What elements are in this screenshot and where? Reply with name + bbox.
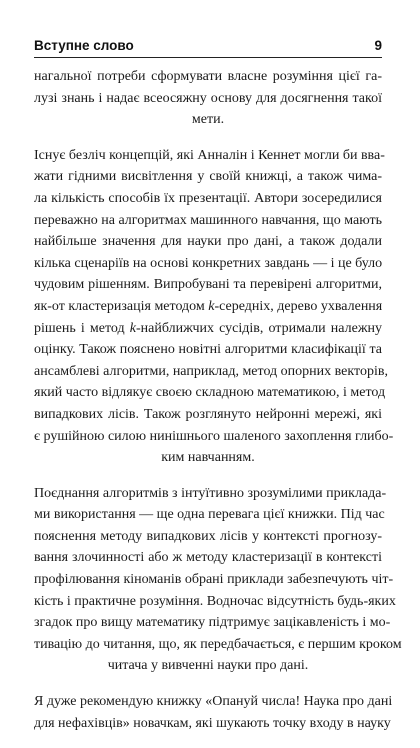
running-header — [34, 38, 382, 53]
text-line: тивацію до читання, що, як передбачається, є першим кроком — [34, 636, 402, 652]
paragraph-2 — [34, 145, 394, 469]
text-line: лузі знань і надає всеосяжну основу для досягнення такої — [34, 90, 382, 106]
paragraph-4 — [34, 691, 393, 734]
text-line: рішень і метод k-найближчих сусідів, отримали належну — [34, 320, 382, 336]
text-line: як-от кластеризація методом k-середніх, дерево ухвалення — [34, 298, 383, 314]
text-line: нагальної потреби сформувати власне розуміння цієї га- — [34, 69, 382, 84]
text-line: випадкових лісів. Також розглянуто нейронні мережі, які — [34, 406, 382, 422]
text-line: профілювання кіноманів обрані приклади забезпечують чіт- — [34, 572, 394, 588]
text-line: пояснення методу випадкових лісів у контексті прогнозу- — [34, 528, 382, 544]
text-line: ла кількість способів їх презентації. Автори зосередилися — [34, 190, 382, 206]
text-line: жати гідними висвітлення у своїй книжці, а також чима- — [34, 169, 382, 185]
text-line: мети. — [191, 112, 225, 128]
text-line: кість і практичне розуміння. Водночас відсутність будь-яких — [34, 593, 396, 609]
paragraph-1 — [34, 66, 382, 131]
text-line: для нефахівців» новачкам, які шукають точку входу в науку — [34, 715, 391, 731]
text-line: оцінку. Також пояснено новітні алгоритми класифікації та — [34, 342, 382, 358]
text-line: ким навчанням. — [161, 450, 255, 466]
section-title: Вступне слово — [34, 38, 134, 53]
text-line: найбільше значення для науки про дані, а також додали — [34, 234, 382, 250]
text-line: чудовим рішенням. Випробувані та перевірені алгоритми, — [34, 277, 382, 293]
text-line: згадок про вищу математику підтримує зацікавленість і мо- — [34, 615, 391, 631]
paragraph-3 — [34, 483, 402, 677]
text-line: Існує безліч концепцій, які Анналін і Кеннет могли би вва- — [34, 147, 385, 163]
text-line: є рушійною силою нинішнього шаленого захоплення глибо- — [34, 428, 394, 444]
text-line: Я дуже рекомендую книжку «Опануй числа! Наука про дані — [34, 694, 393, 710]
text-line: Поєднання алгоритмів з інтуїтивно зрозумілими приклада- — [34, 485, 387, 501]
text-line: вання злочинності або ж методу кластеризації в контексті — [34, 550, 382, 566]
text-line: який часто відлякує своєю складною математикою, і метод — [34, 385, 386, 401]
text-line: ансамблеві алгоритми, наприклад, метод опорних векторів, — [34, 363, 388, 379]
text-line: кілька сценаріїв на основі конкретних завдань — і це було — [34, 255, 383, 271]
text-line: читача у вивченні науки про дані. — [107, 658, 309, 674]
body-text — [34, 66, 402, 748]
page-number: 9 — [374, 38, 382, 53]
header-rule — [34, 57, 382, 58]
text-line: переважно на алгоритмах машинного навчання, що мають — [34, 212, 382, 228]
text-line: ми використання — ще одна перевага цієї книжки. Під час — [34, 507, 385, 523]
